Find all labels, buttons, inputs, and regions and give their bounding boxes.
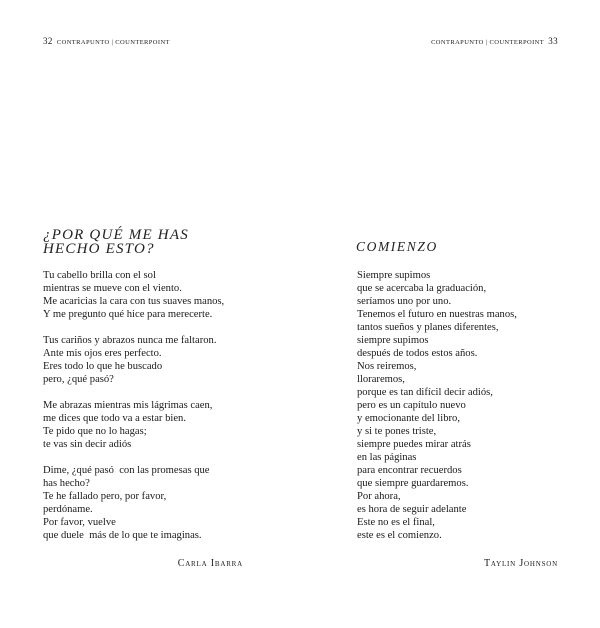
poem-line: que se acercaba la graduación, xyxy=(357,283,487,294)
running-head-left xyxy=(43,36,170,46)
poem-line: Y me pregunto qué hice para merecerte. xyxy=(43,309,213,320)
author-right: Taylin Johnson xyxy=(484,558,558,569)
poem-line: siempre supimos xyxy=(357,335,429,346)
poem-line: perdóname. xyxy=(43,504,93,515)
poem-line: Me abrazas mientras mis lágrimas caen, xyxy=(43,400,213,411)
poem-line: y si te pones triste, xyxy=(357,426,437,437)
page-number-right: 33 xyxy=(548,36,558,46)
poem-line: Eres todo lo que he buscado xyxy=(43,361,163,372)
running-head-right xyxy=(431,36,558,46)
poem-line: has hecho? xyxy=(43,478,90,489)
poem-line: que duele más de lo que te imaginas. xyxy=(43,530,202,541)
stanza xyxy=(43,269,273,321)
running-head-text-left: CONTRAPUNTO | COUNTERPOINT xyxy=(56,39,170,46)
poem-line: este es el comienzo. xyxy=(357,530,442,541)
poem-line: Tus cariños y abrazos nunca me faltaron. xyxy=(43,335,217,346)
poem-title-left xyxy=(43,228,193,256)
poem-line: pero es un capítulo nuevo xyxy=(357,400,466,411)
poem-line: Ante mis ojos eres perfecto. xyxy=(43,348,162,359)
poem-line: tantos sueños y planes diferentes, xyxy=(357,322,499,333)
poem-line: mientras se mueve con el viento. xyxy=(43,283,182,294)
poem-line: Te he fallado pero, por favor, xyxy=(43,491,167,502)
poem-line: y emocionante del libro, xyxy=(357,413,460,424)
poem-line: Me acaricias la cara con tus suaves manos, xyxy=(43,296,225,307)
title-line: HECHO ESTO? xyxy=(43,241,155,257)
poem-line: Nos reiremos, xyxy=(357,361,417,372)
title-line: ¿POR QUÉ ME HAS xyxy=(43,227,189,243)
author-left: Carla Ibarra xyxy=(177,558,243,569)
poem-line: es hora de seguir adelante xyxy=(357,504,467,515)
stanza xyxy=(43,464,273,542)
poem-line: seríamos uno por uno. xyxy=(357,296,452,307)
poem-line: lloraremos, xyxy=(357,374,405,385)
poem-line: Por favor, vuelve xyxy=(43,517,116,528)
poem-body-left xyxy=(43,269,273,555)
poem-body-right xyxy=(357,269,557,542)
stanza xyxy=(43,334,273,386)
poem-title-right: COMIENZO xyxy=(356,239,438,254)
poem-line: que siempre guardaremos. xyxy=(357,478,469,489)
poem-line: Tu cabello brilla con el sol xyxy=(43,270,156,281)
poem-line: pero, ¿qué pasó? xyxy=(43,374,114,385)
poem-line: Siempre supimos xyxy=(357,270,431,281)
poem-line: porque es tan difícil decir adiós, xyxy=(357,387,493,398)
poem-line: Dime, ¿qué pasó con las promesas que xyxy=(43,465,210,476)
poem-line: siempre puedes mirar atrás xyxy=(357,439,471,450)
poem-line: Te pido que no lo hagas; xyxy=(43,426,147,437)
stanza xyxy=(43,399,273,451)
poem-line: en las páginas xyxy=(357,452,417,463)
poem-line: me dices que todo va a estar bien. xyxy=(43,413,186,424)
poem-line: después de todos estos años. xyxy=(357,348,478,359)
poem-line: para encontrar recuerdos xyxy=(357,465,462,476)
running-head-text-right: CONTRAPUNTO | COUNTERPOINT xyxy=(431,39,545,46)
poem-line: Por ahora, xyxy=(357,491,401,502)
poem-line: te vas sin decir adiós xyxy=(43,439,132,450)
page-number-left: 32 xyxy=(43,36,53,46)
poem-line: Tenemos el futuro en nuestras manos, xyxy=(357,309,517,320)
poem-line: Este no es el final, xyxy=(357,517,435,528)
